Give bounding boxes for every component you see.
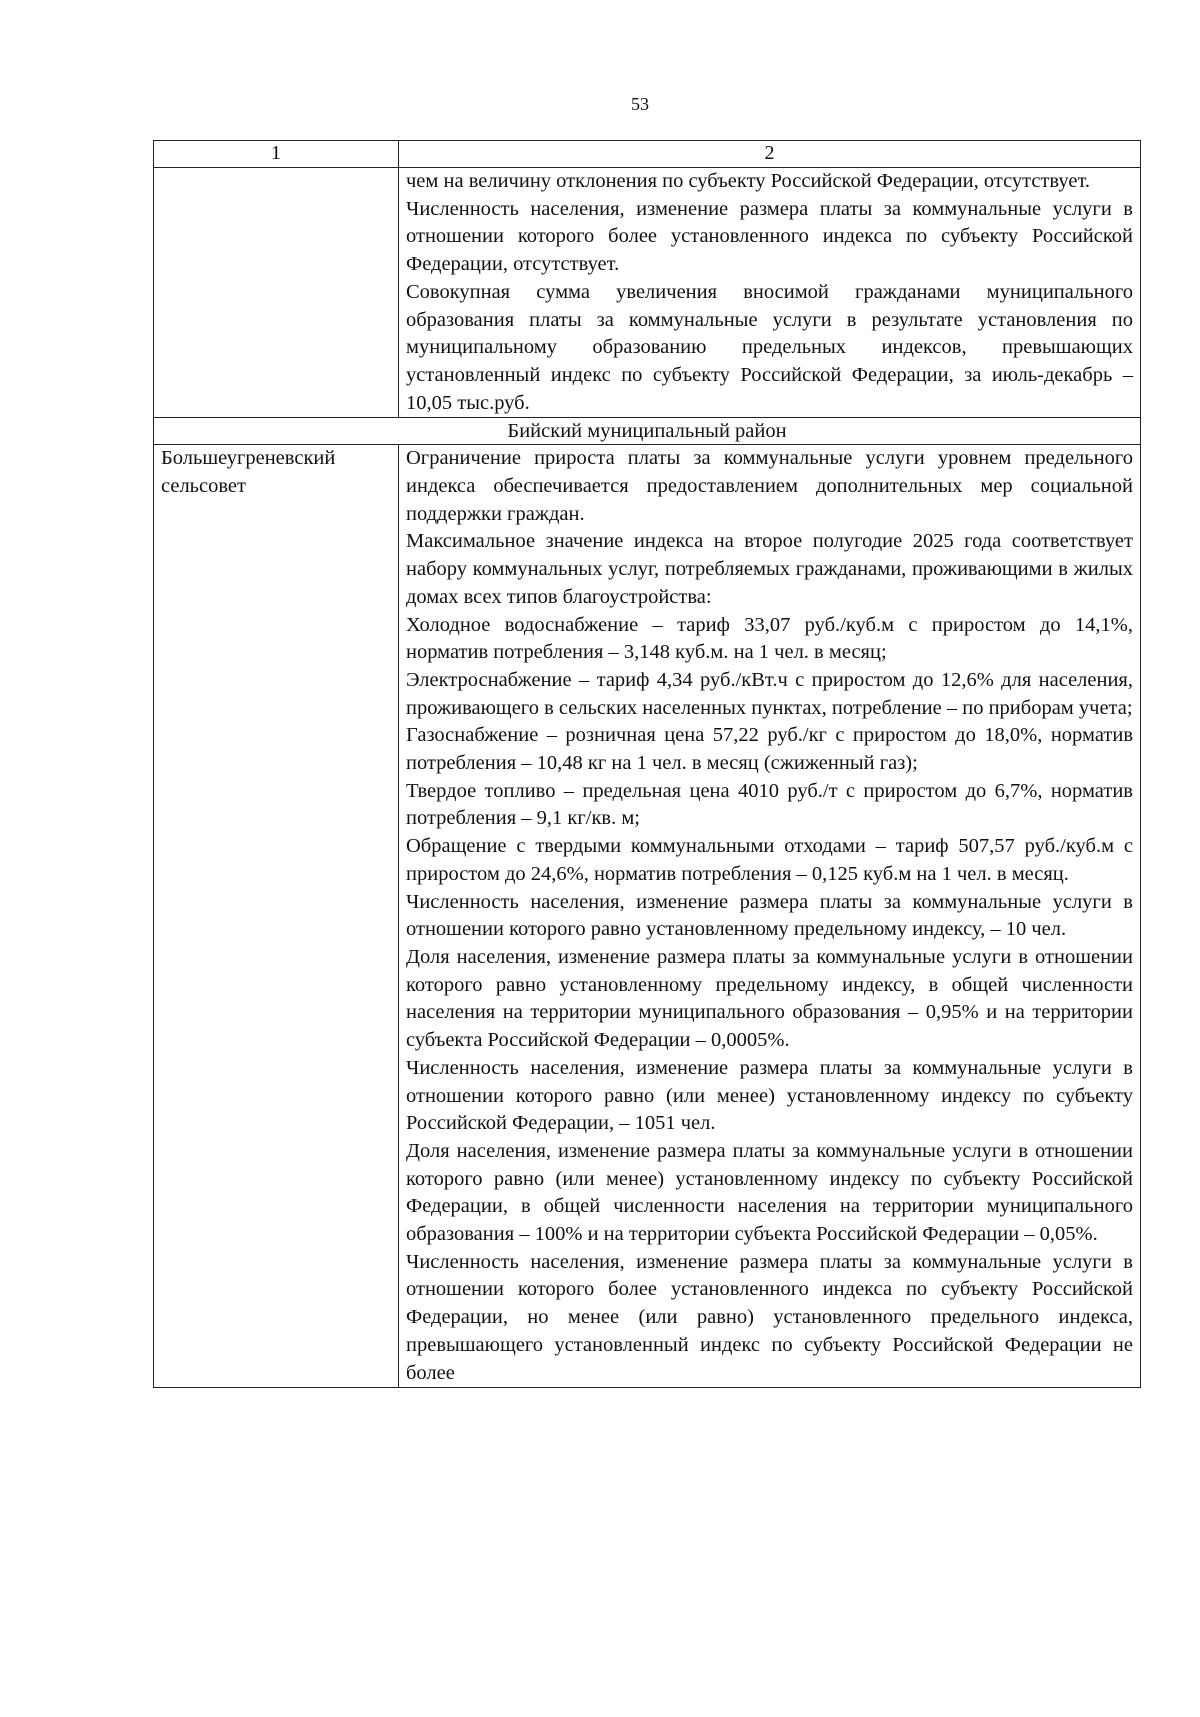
paragraph: Максимальное значение индекса на второе полугодие 2025 года соответствует набору коммунальных услуг, потребляемых гражданами, проживающими в жилых домах всех типов благоустройства: <box>406 530 1133 608</box>
table-header-row <box>154 141 1141 168</box>
paragraph: Твердое топливо – предельная цена 4010 руб./т с приростом до 6,7%, норматив потребления – 9,1 кг/кв. м; <box>406 779 1133 830</box>
paragraph: Доля населения, изменение размера платы за коммунальные услуги в отношении которого равно (или менее) установленному индексу по субъекту Российской Федерации, в общей численности населения на территории муниципального образования – 100% и на территории субъекта Российской Федерации – 0,05%. <box>406 1139 1133 1246</box>
paragraph: Ограничение прироста платы за коммунальные услуги уровнем предельного индекса обеспечивается предоставлением дополнительных мер социальной поддержки граждан. <box>406 447 1133 525</box>
table-row-continuation <box>154 168 1141 418</box>
table-row-municipality <box>154 445 1141 1388</box>
paragraph: чем на величину отклонения по субъекту Российской Федерации, отсутствует. <box>406 170 1091 192</box>
empty-cell <box>154 168 399 418</box>
paragraph: Доля населения, изменение размера платы за коммунальные услуги в отношении которого равно установленному предельному индексу, в общей численности населения на территории муниципального образования – 0,95% и на территории субъекта Российской Федерации – 0,0005%. <box>406 945 1133 1052</box>
column-header-2: 2 <box>399 141 1141 168</box>
district-row <box>154 418 1141 445</box>
paragraph: Холодное водоснабжение – тариф 33,07 руб./куб.м с приростом до 14,1%, норматив потребления – 3,148 куб.м. на 1 чел. в месяц; <box>406 613 1133 664</box>
paragraph: Численность населения, изменение размера платы за коммунальные услуги в отношении которого равно (или менее) установленному индексу по субъекту Российской Федерации, – 1051 чел. <box>406 1056 1133 1135</box>
paragraph: Численность населения, изменение размера платы за коммунальные услуги в отношении которого равно установленному предельному индексу, – 10 чел. <box>406 890 1133 941</box>
municipality-text-cell <box>399 445 1141 1388</box>
paragraph: Газоснабжение – розничная цена 57,22 руб./кг с приростом до 18,0%, норматив потребления – 10,48 кг на 1 чел. в месяц (сжиженный газ); <box>406 724 1133 775</box>
document-table <box>153 140 1141 1388</box>
paragraph: Обращение с твердыми коммунальными отходами – тариф 507,57 руб./куб.м с приростом до 24,6%, норматив потребления – 0,125 куб.м на 1 чел. в месяц. <box>406 835 1133 885</box>
paragraph: Численность населения, изменение размера платы за коммунальные услуги в отношении которого более установленного индекса по субъекту Российской Федерации, но менее (или равно) установленного предельного индекса, превышающего установленный индекс по субъекту Российской Федерации не более <box>406 1250 1133 1384</box>
district-name: Бийский муниципальный район <box>154 418 1141 445</box>
paragraph: Численность населения, изменение размера платы за коммунальные услуги в отношении которого более установленного индекса по субъекту Российской Федерации, отсутствует. <box>406 197 1133 276</box>
column-header-1: 1 <box>154 141 399 168</box>
paragraph: Электроснабжение – тариф 4,34 руб./кВт.ч с приростом до 12,6% для населения, проживающего в сельских населенных пунктах, потребление – по приборам учета; <box>406 668 1133 719</box>
municipality-name: Большеугреневский сельсовет <box>154 445 399 1388</box>
continuation-text-cell <box>399 168 1141 418</box>
page-number: 53 <box>631 94 649 114</box>
paragraph: Совокупная сумма увеличения вносимой гражданами муниципального образования платы за коммунальные услуги в результате установления по муниципальному образованию предельных индексов, превышающих установленный индекс по субъекту Российской Федерации, за июль-декабрь – 10,05 тыс.руб. <box>406 280 1133 414</box>
